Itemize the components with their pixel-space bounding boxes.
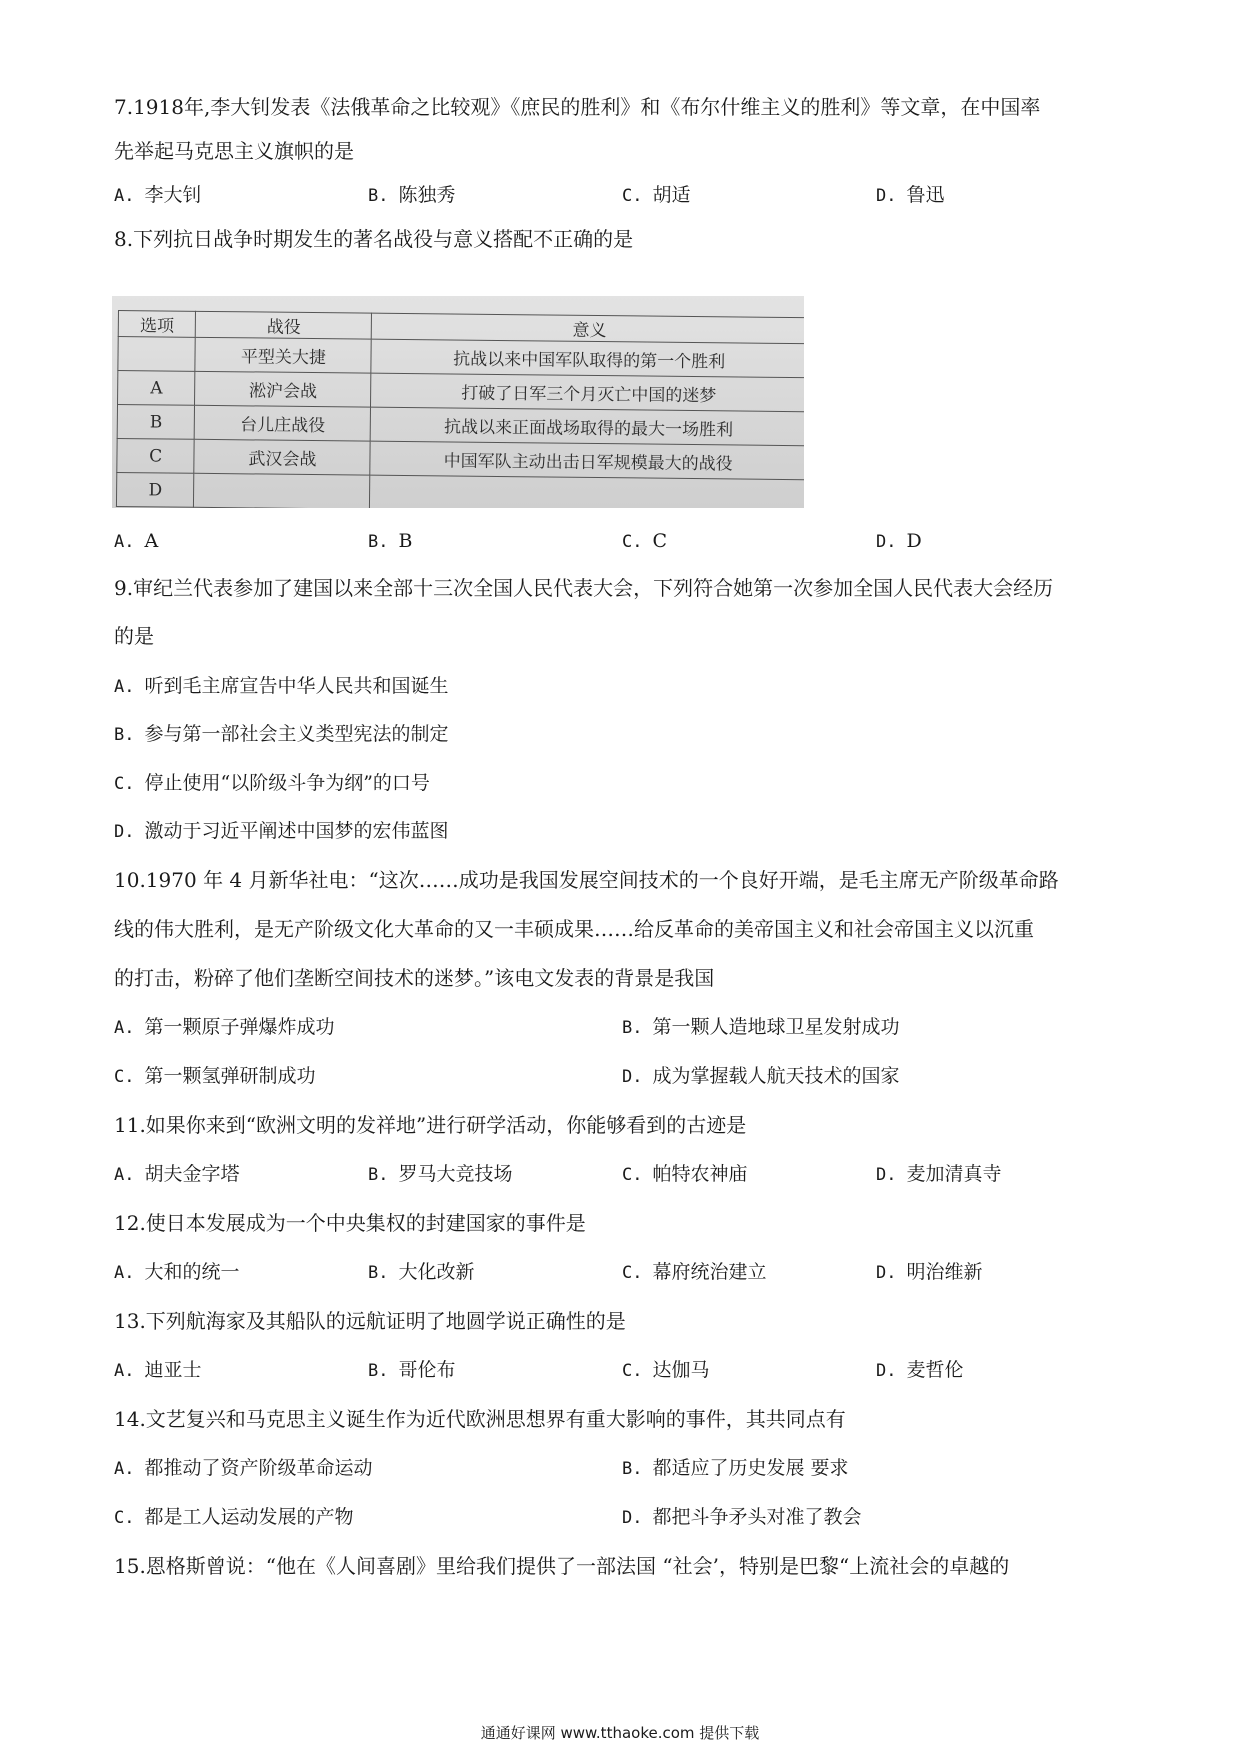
q11-option-d: D. 麦加清真寺 (876, 1163, 1002, 1185)
q12-stem: 12.使日本发展成为一个中央集权的封建国家的事件是 (114, 1211, 586, 1235)
q12-option-a: A. 大和的统一 (114, 1261, 240, 1283)
q7-option-c: C. 胡适 (622, 184, 691, 206)
q9-stem-line1: 9.审纪兰代表参加了建国以来全部十三次全国人民代表大会，下列符合她第一次参加全国人民代表大会经历 (114, 576, 1054, 600)
table-cell: 抗战以来正面战场取得的最大一场胜利 (371, 407, 804, 446)
q13-stem: 13.下列航海家及其船队的远航证明了地圆学说正确性的是 (114, 1309, 626, 1333)
q10-option-b: B. 第一颗人造地球卫星发射成功 (622, 1016, 900, 1038)
q11-option-c: C. 帕特农神庙 (622, 1163, 748, 1185)
table-cell: 武汉会战 (194, 439, 370, 475)
table-cell (118, 337, 196, 372)
table-cell: D (116, 472, 194, 507)
table-cell: 淞沪会战 (195, 371, 371, 407)
q13-option-b: B. 哥伦布 (368, 1359, 456, 1381)
q14-option-b: B. 都适应了历史发展 要求 (622, 1457, 849, 1479)
q11-option-a: A. 胡夫金字塔 (114, 1163, 240, 1185)
q13-option-a: A. 迪亚士 (114, 1359, 202, 1381)
table-header-cell: 意义 (372, 313, 804, 344)
table-header-cell: 选项 (118, 311, 196, 338)
q9-option-d: D. 激动于习近平阐述中国梦的宏伟蓝图 (114, 820, 449, 842)
table-cell (370, 475, 804, 508)
q10-stem-line1: 10.1970 年 4 月新华社电：“这次……成功是我国发展空间技术的一个良好开端，是毛主席无产阶级革命路 (114, 868, 1059, 892)
q9-option-a: A. 听到毛主席宣告中华人民共和国诞生 (114, 675, 449, 697)
q8-table-photo (112, 296, 804, 508)
q10-option-c: C. 第一颗氢弹研制成功 (114, 1065, 316, 1087)
q8-battle-table (116, 310, 804, 508)
table-cell: 抗战以来中国军队取得的第一个胜利 (371, 339, 804, 378)
q7-option-b: B. 陈独秀 (368, 184, 456, 206)
q7-option-a: A. 李大钊 (114, 184, 202, 206)
q13-option-d: D. 麦哲伦 (876, 1359, 964, 1381)
q8-option-a: A. A (114, 530, 159, 552)
q7-stem-line2: 先举起马克思主义旗帜的是 (114, 139, 354, 163)
q12-option-d: D. 明治维新 (876, 1261, 983, 1283)
table-cell: 平型关大捷 (195, 337, 371, 373)
table-cell: C (117, 438, 195, 473)
table-cell (194, 473, 370, 508)
q10-option-a: A. 第一颗原子弹爆炸成功 (114, 1016, 335, 1038)
q9-option-b: B. 参与第一部社会主义类型宪法的制定 (114, 723, 449, 745)
table-header-cell: 战役 (196, 311, 372, 339)
q11-option-b: B. 罗马大竞技场 (368, 1163, 513, 1185)
q14-option-a: A. 都推动了资产阶级革命运动 (114, 1457, 373, 1479)
table-row (116, 472, 804, 508)
q8-option-b: B. B (368, 530, 413, 552)
q9-option-c: C. 停止使用“以阶级斗争为纲”的口号 (114, 772, 430, 794)
download-footer: 通通好课网 www.tthaoke.com 提供下载 (480, 1724, 760, 1742)
table-cell: B (117, 405, 195, 440)
q10-stem-line3: 的打击，粉碎了他们垄断空间技术的迷梦。”该电文发表的背景是我国 (114, 966, 715, 990)
q8-option-d: D. D (876, 530, 922, 552)
q8-option-c: C. C (622, 530, 668, 552)
q12-option-c: C. 幕府统治建立 (622, 1261, 767, 1283)
q15-stem-line1: 15.恩格斯曾说：“他在《人间喜剧》里给我们提供了一部法国 “社会’，特别是巴黎“上流社会的卓越的 (114, 1554, 1010, 1578)
q14-stem: 14.文艺复兴和马克思主义诞生作为近代欧洲思想界有重大影响的事件，其共同点有 (114, 1407, 846, 1431)
table-cell: 台儿庄战役 (195, 405, 371, 441)
q14-option-d: D. 都把斗争矛头对准了教会 (622, 1506, 862, 1528)
q14-option-c: C. 都是工人运动发展的产物 (114, 1506, 354, 1528)
q7-option-d: D. 鲁迅 (876, 184, 945, 206)
q12-option-b: B. 大化改新 (368, 1261, 475, 1283)
q9-stem-line2: 的是 (114, 624, 154, 648)
q7-stem-line1: 7.1918年,李大钊发表《法俄革命之比较观》《庶民的胜利》和《布尔什维主义的胜利》等文章，在中国率 (114, 95, 1041, 119)
table-cell: 打破了日军三个月灭亡中国的迷梦 (371, 373, 804, 412)
q10-stem-line2: 线的伟大胜利，是无产阶级文化大革命的又一丰硕成果……给反革命的美帝国主义和社会帝国主义以沉重 (114, 917, 1034, 941)
q11-stem: 11.如果你来到“欧洲文明的发祥地”进行研学活动，你能够看到的古迹是 (114, 1113, 747, 1137)
q10-option-d: D. 成为掌握载人航天技术的国家 (622, 1065, 900, 1087)
q13-option-c: C. 达伽马 (622, 1359, 710, 1381)
q8-stem: 8.下列抗日战争时期发生的著名战役与意义搭配不正确的是 (114, 227, 634, 251)
table-cell: A (118, 371, 196, 406)
table-cell: 中国军队主动出击日军规模最大的战役 (370, 441, 804, 480)
